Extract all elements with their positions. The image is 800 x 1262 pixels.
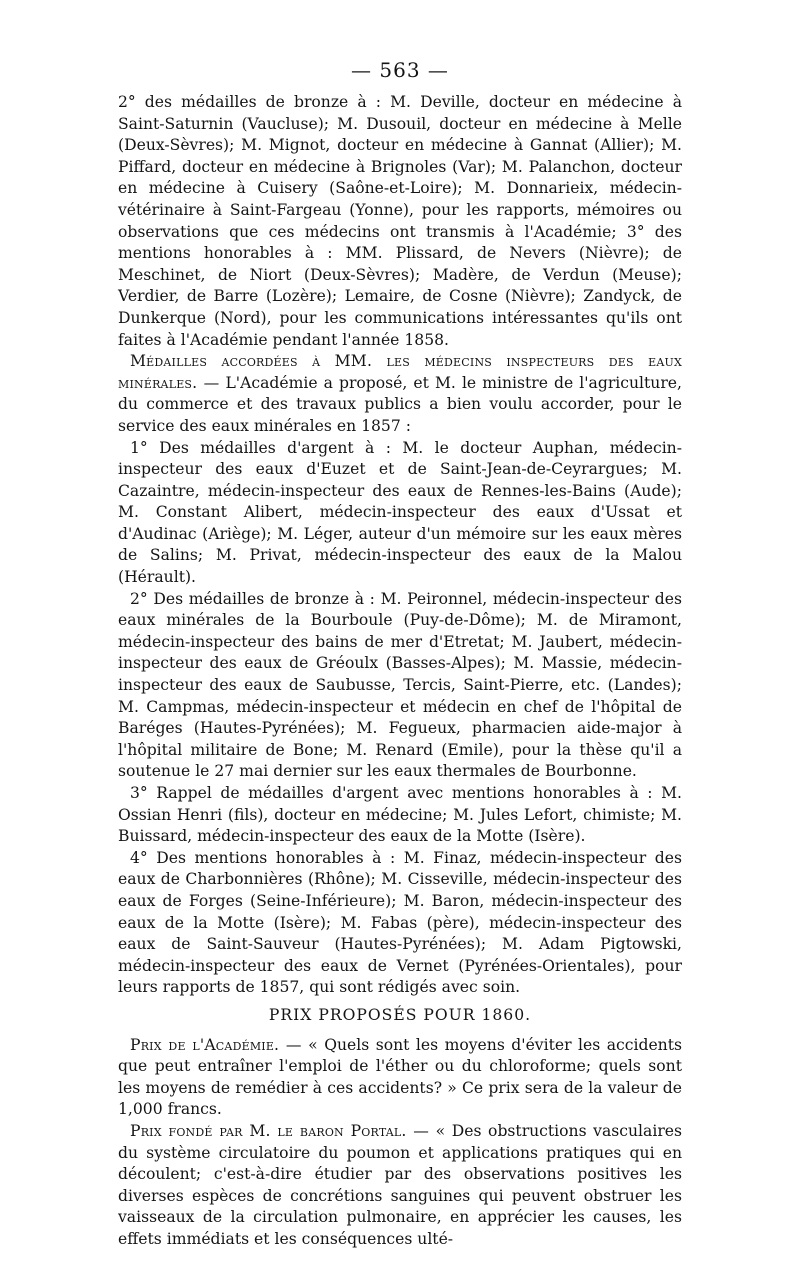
paragraph-silver-medal-recall: 3° Rappel de médailles d'argent avec mentions honorables à : M. Ossian Henri (fils), docteur en médecine; M. Jules Lefort, chimiste; M. Buissard, médecin-inspecteur des eaux de la Motte (Isère). (118, 784, 682, 846)
paragraph-silver-medals: 1° Des médailles d'argent à : M. le docteur Auphan, médecin-inspecteur des eaux d'Euzet et de Saint-Jean-de-Ceyrargues; M. Cazaintre, médecin-inspecteur des eaux de Rennes-les-Bains (Aude); M. Constant Alibert, médecin-inspecteur des eaux d'Ussat et d'Audinac (Ariège); M. Léger, auteur d'un mémoire sur les eaux mères de Salins; M. Privat, médecin-inspecteur des eaux de la Malou (Hérault). (118, 438, 682, 587)
paragraph-body: « Des obstructions vasculaires du système circulatoire du poumon et applications pratiques qui en découlent; c'est-à-dire étudier par des observations positives les diverses espèces de concrétions sanguines qui peuvent obstruer les vaisseaux de la circulation pulmonaire, en apprécier les causes, les effets immédiats et les conséquences ulté- (118, 1121, 683, 1248)
paragraph-bronze-medals-inspectors: 2° Des médailles de bronze à : M. Peironnel, médecin-inspecteur des eaux minérales de la Bourboule (Puy-de-Dôme); M. de Miramont, médecin-inspecteur des bains de mer d'Etretat; M. Jaubert, médecin-inspecteur des eaux de Gréoulx (Basses-Alpes); M. Massie, médecin-inspecteur des eaux de Saubusse, Tercis, Saint-Pierre, etc. (Landes); M. Campmas, médecin-inspecteur et médecin en chef de l'hôpital de Baréges (Hautes-Pyrénées); M. Fegueux, pharmacien aide-major à l'hôpital militaire de Bone; M. Renard (Emile), pour la thèse qu'il a soutenue le 27 mai dernier sur les eaux thermales de Bourbonne. (118, 589, 682, 781)
page-number: — 563 — (351, 58, 449, 82)
paragraph-academy-prize (118, 1035, 682, 1121)
paragraph-heading: Prix fondé par M. le baron Portal. — (130, 1121, 430, 1140)
paragraph-body: L'Académie a proposé, et M. le ministre de l'agriculture, du commerce et des travaux publics a bien voulu accorder, pour le service des eaux minérales en 1857 : (118, 373, 682, 435)
paragraph-bronze-medals-doctors: 2° des médailles de bronze à : M. Deville, docteur en médecine à Saint-Saturnin (Vaucluse); M. Dusouil, docteur en médecine à Melle (Deux-Sèvres); M. Mignot, docteur en médecine à Gannat (Allier); M. Piffard, docteur en médecine à Brignoles (Var); M. Palanchon, docteur en médecine à Cuisery (Saône-et-Loire); M. Donnarieix, médecin-vétérinaire à Saint-Fargeau (Yonne), pour les rapports, mémoires ou observations que ces médecins ont transmis à l'Académie; 3° des mentions honorables à : MM. Plissard, de Nevers (Nièvre); de Meschinet, de Niort (Deux-Sèvres); Madère, de Verdun (Meuse); Verdier, de Barre (Lozère); Lemaire, de Cosne (Nièvre); Zandyck, de Dunkerque (Nord), pour les communications intéressantes qu'ils ont faites à l'Académie pendant l'année 1858. (118, 93, 682, 349)
paragraph-heading: Prix de l'Académie. — (130, 1035, 302, 1054)
paragraph-body: « Quels sont les moyens d'éviter les accidents que peut entraîner l'emploi de l'éther ou du chloroforme; quels sont les moyens de remédier à ces accidents? » Ce prix sera de la valeur de 1,000 francs. (118, 1035, 682, 1119)
paragraph-medals-inspectors (118, 351, 682, 437)
paragraph-portal-prize (118, 1121, 682, 1251)
paragraph-honorable-mentions: 4° Des mentions honorables à : M. Finaz, médecin-inspecteur des eaux de Charbonnières (Rhône); M. Cisseville, médecin-inspecteur des eaux de Forges (Seine-Inférieure); M. Baron, médecin-inspecteur des eaux de la Motte (Isère); M. Fabas (père), médecin-inspecteur des eaux de Saint-Sauveur (Hautes-Pyrénées); M. Adam Pigtowski, médecin-inspecteur des eaux de Vernet (Pyrénées-Orientales), pour leurs rapports de 1857, qui sont rédigés avec soin. (118, 848, 682, 997)
paragraph-heading: Médailles accordées à MM. les médecins inspecteurs des eaux minérales. — (118, 352, 682, 392)
document-page (118, 58, 682, 1250)
section-title: PRIX PROPOSÉS POUR 1860. (268, 1005, 532, 1024)
